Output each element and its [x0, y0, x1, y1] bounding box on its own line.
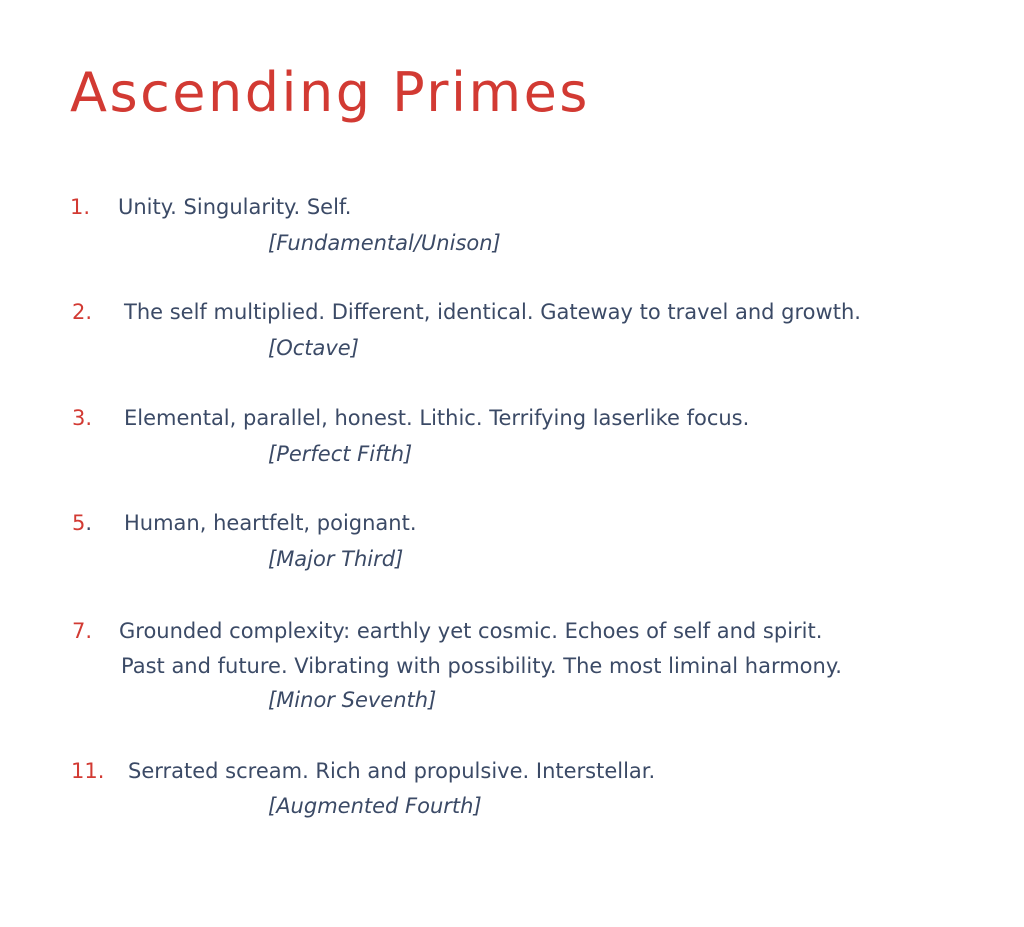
page-title: Ascending Primes [70, 61, 590, 124]
entry-number: 11. [71, 759, 105, 783]
entry-interval: [Fundamental/Unison] [268, 231, 501, 255]
entry-description: Human, heartfelt, poignant. [124, 511, 417, 535]
entry-number: 1. [70, 195, 91, 219]
entry-interval: [Perfect Fifth] [268, 442, 413, 466]
entry-number: 2. [72, 300, 93, 324]
entry-number-digit: 5 [72, 511, 86, 535]
entry-description: Serrated scream. Rich and propulsive. Interstellar. [128, 759, 656, 783]
entry-description: Unity. Singularity. Self. [118, 195, 352, 219]
entry-description: Elemental, parallel, honest. Lithic. Terrifying laserlike focus. [124, 406, 750, 430]
entry-number-dot: . [85, 511, 93, 535]
entry-interval: [Major Third] [268, 547, 404, 571]
entry-number [72, 508, 92, 538]
entry-description: The self multiplied. Different, identical. Gateway to travel and growth. [124, 300, 861, 324]
entry-description-continued: Past and future. Vibrating with possibility. The most liminal harmony. [121, 654, 842, 678]
entry-interval: [Minor Seventh] [268, 688, 437, 712]
entry-interval: [Octave] [268, 336, 359, 360]
entry-description: Grounded complexity: earthly yet cosmic. Echoes of self and spirit. [119, 619, 823, 643]
entry-number: 3. [72, 406, 93, 430]
entry-number: 7. [72, 619, 93, 643]
entry-interval: [Augmented Fourth] [268, 794, 482, 818]
